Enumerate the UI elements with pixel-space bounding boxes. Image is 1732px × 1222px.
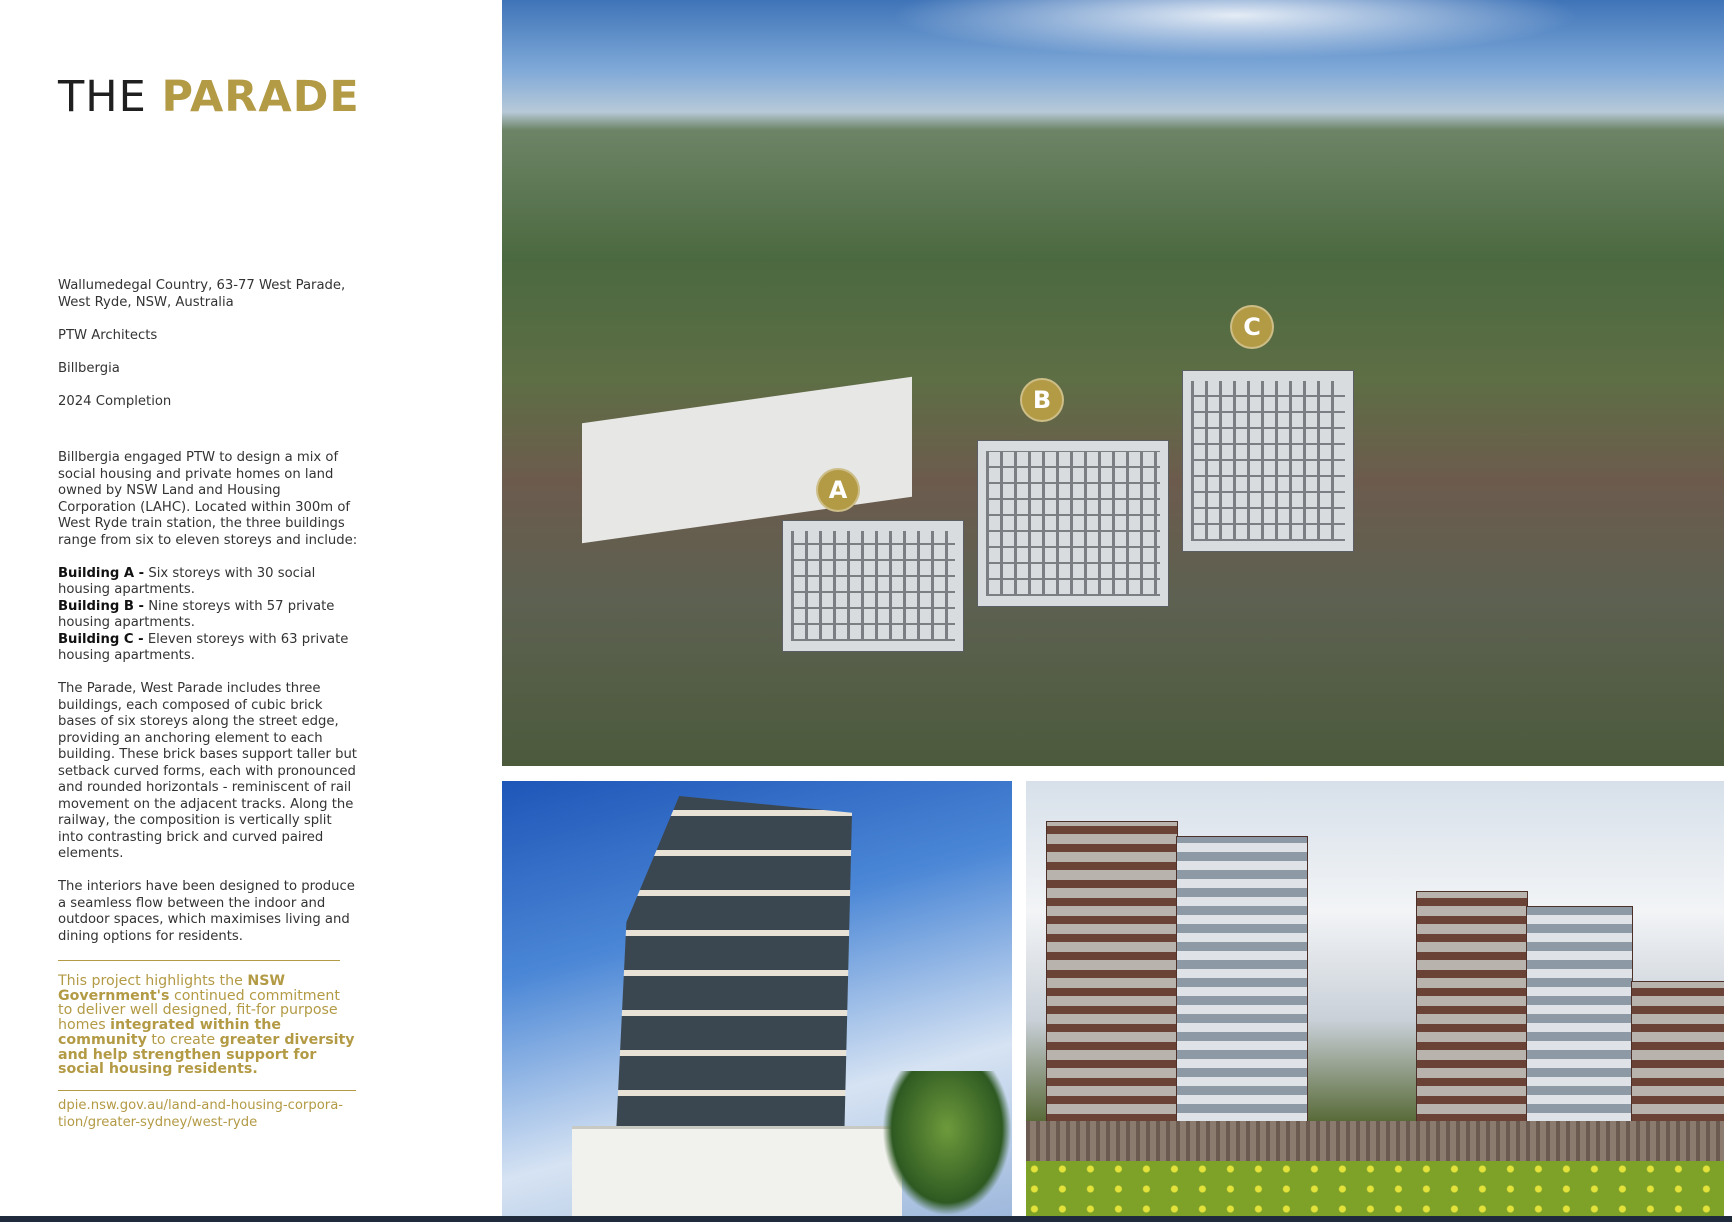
curved-building-left xyxy=(1176,836,1308,1123)
marker-a: A xyxy=(816,468,860,512)
reference-link[interactable] xyxy=(58,1097,358,1131)
quote-divider-bottom xyxy=(58,1090,356,1091)
building-c-text: Eleven storeys with 63 private housing apartments. xyxy=(58,631,349,663)
building-b-text: Nine storeys with 57 private housing apartments. xyxy=(58,598,335,630)
quote-bold-2: integrated within the community xyxy=(58,1017,281,1048)
building-b-photo xyxy=(977,440,1169,607)
building-a-text: Six storeys with 30 social housing apartments. xyxy=(58,565,316,597)
brick-building-left xyxy=(1046,821,1178,1123)
palm-tree xyxy=(882,1071,1012,1216)
quote-divider-top xyxy=(58,960,340,961)
marker-b: B xyxy=(1020,378,1064,422)
project-location xyxy=(58,278,358,311)
quote-text-3: to create xyxy=(146,1031,220,1048)
description-intro: Billbergia engaged PTW to design a mix of social housing and private homes on land owned by NSW Land and Housing Corporation (LAHC). Located within 300m of West Ryde train station, the three buildings range from six to eleven storeys and include: xyxy=(58,450,358,548)
link-line-1[interactable]: dpie.nsw.gov.au/land-and-housing-corpora- xyxy=(58,1098,344,1113)
building-c-photo xyxy=(1182,370,1354,552)
page-title xyxy=(58,72,360,122)
railway-tracks xyxy=(1026,1121,1724,1161)
link-line-2[interactable]: tion/greater-sydney/west-ryde xyxy=(58,1115,258,1130)
page-edge xyxy=(1724,0,1732,1216)
description-paragraph-2: The Parade, West Parade includes three buildings, each composed of cubic brick bases of six storeys along the street edge, providing an anchoring element to each building. These brick bases support taller but setback curved forms, each with pronounced and rounded horizontals - reminiscent of rail movement on the adjacent tracks. Along the railway, the composition is vertically split into contrasting brick and curved paired elements. xyxy=(58,681,357,861)
quote-bold-1: NSW Government's xyxy=(58,973,286,1004)
description-paragraph-3: The interiors have been designed to produce a seamless flow between the indoor and outdoor spaces, which maximises living and dining options for residents. xyxy=(58,879,355,944)
marker-c: C xyxy=(1230,305,1274,349)
brick-building-right xyxy=(1416,891,1528,1123)
project-info-panel xyxy=(0,0,502,1216)
quote-text-2: continued commitment to deliver well designed, fit-for purpose homes xyxy=(58,987,340,1034)
shopping-centre-roof xyxy=(582,377,912,543)
location-line-1: Wallumedegal Country, 63-77 West Parade, xyxy=(58,278,346,293)
grass-foreground xyxy=(1026,1161,1724,1216)
project-meta xyxy=(58,278,358,427)
project-description xyxy=(58,450,358,962)
tower-photo xyxy=(502,781,1012,1216)
brick-building-far xyxy=(1631,981,1724,1123)
building-a-label: Building A - xyxy=(58,565,145,581)
quote-text-1: This project highlights the xyxy=(58,973,248,989)
bottom-bar xyxy=(0,1216,1732,1222)
curved-building-right xyxy=(1526,906,1633,1123)
quote-bold-3: greater diversity and help strengthen support for social housing residents. xyxy=(58,1031,355,1078)
project-architect: PTW Architects xyxy=(58,327,158,343)
highlight-quote xyxy=(58,974,358,1077)
tower-base xyxy=(572,1126,902,1216)
building-a-photo xyxy=(782,520,964,652)
building-b-label: Building B - xyxy=(58,598,144,614)
project-completion: 2024 Completion xyxy=(58,393,172,409)
project-developer: Billbergia xyxy=(58,360,120,376)
aerial-photo xyxy=(502,0,1724,766)
location-line-2: West Ryde, NSW, Australia xyxy=(58,294,234,310)
title-part-1: THE xyxy=(58,72,147,122)
building-list xyxy=(58,566,358,665)
building-c-label: Building C - xyxy=(58,631,144,647)
railway-view-photo xyxy=(1026,781,1724,1216)
title-part-2: PARADE xyxy=(161,72,360,122)
